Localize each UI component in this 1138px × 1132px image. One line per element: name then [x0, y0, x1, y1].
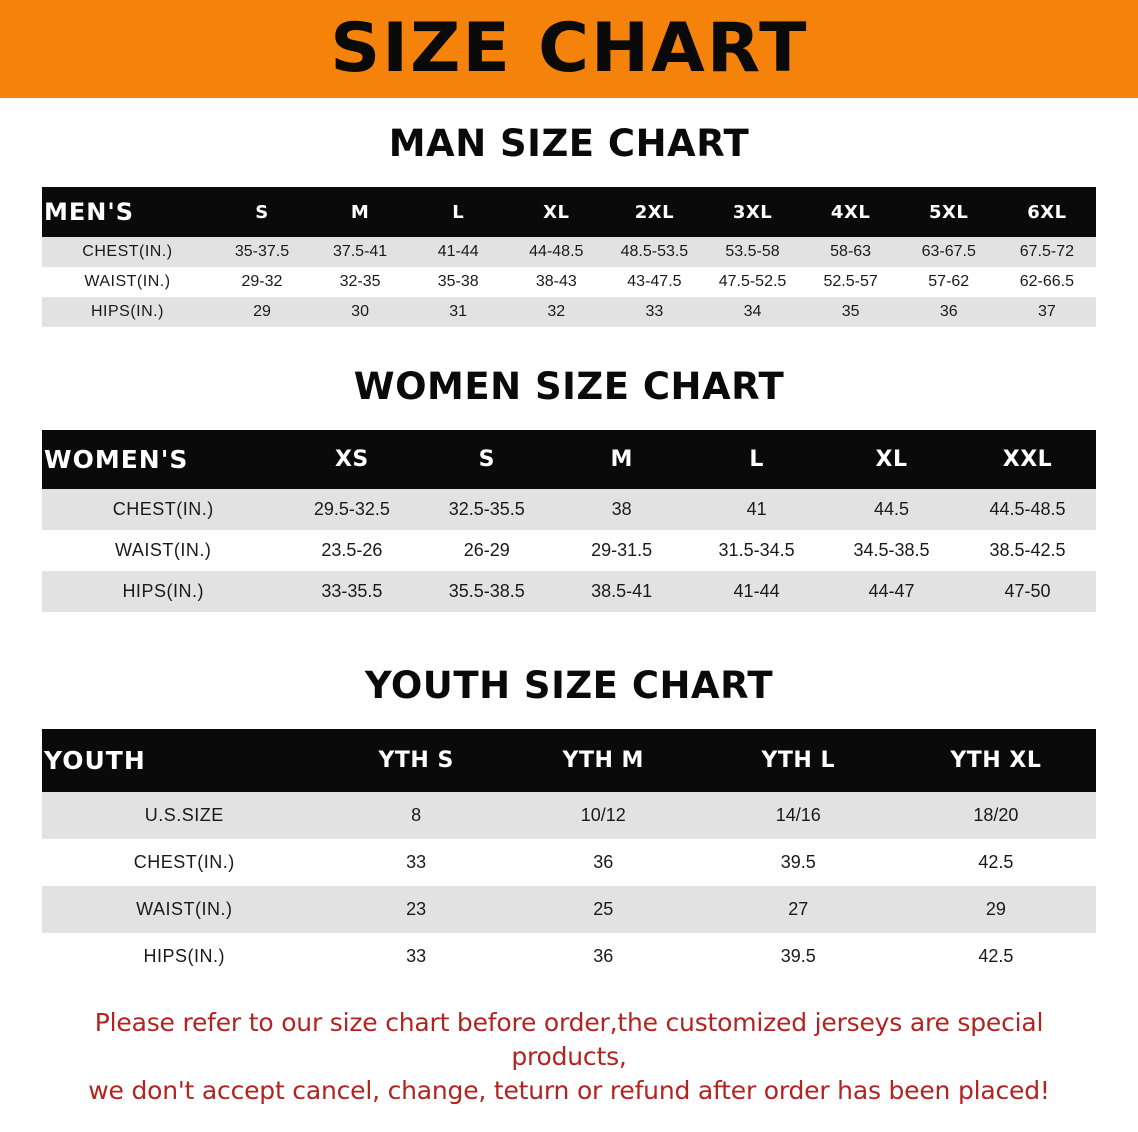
men-col-header-l: L — [409, 187, 507, 237]
women-col-header-l: L — [689, 430, 824, 489]
men-chest-5xl: 63-67.5 — [900, 237, 998, 267]
youth-ussize-xl: 18/20 — [896, 792, 1096, 839]
men-chest-4xl: 58-63 — [802, 237, 900, 267]
women-size-table — [42, 430, 1096, 612]
women-waist-xxl: 38.5-42.5 — [959, 530, 1096, 571]
table-row — [42, 886, 1096, 933]
women-col-header-xxl: XXL — [959, 430, 1096, 489]
youth-hips-s: 33 — [327, 933, 506, 980]
women-row-label-chest: CHEST(IN.) — [42, 489, 284, 530]
men-chest-l: 41-44 — [409, 237, 507, 267]
youth-hips-l: 39.5 — [701, 933, 896, 980]
men-chest-xl: 44-48.5 — [507, 237, 605, 267]
women-chest-xxl: 44.5-48.5 — [959, 489, 1096, 530]
women-waist-s: 26-29 — [419, 530, 554, 571]
women-waist-xl: 34.5-38.5 — [824, 530, 959, 571]
disclaimer-line-1: Please refer to our size chart before order,the customized jerseys are special products, — [94, 1008, 1044, 1071]
men-waist-2xl: 43-47.5 — [605, 267, 703, 297]
table-row — [42, 933, 1096, 980]
men-row-label-chest: CHEST(IN.) — [42, 237, 213, 267]
youth-col-header-s: YTH S — [327, 729, 506, 792]
youth-waist-xl: 29 — [896, 886, 1096, 933]
youth-waist-l: 27 — [701, 886, 896, 933]
disclaimer-line-2: we don't accept cancel, change, teturn or refund after order has been placed! — [88, 1075, 1050, 1105]
youth-size-table — [42, 729, 1096, 980]
men-row-label-hips: HIPS(IN.) — [42, 297, 213, 327]
page-banner — [0, 0, 1138, 98]
men-hips-2xl: 33 — [605, 297, 703, 327]
man-size-table — [42, 187, 1096, 327]
table-header-row — [42, 430, 1096, 489]
men-chest-m: 37.5-41 — [311, 237, 409, 267]
youth-chest-s: 33 — [327, 839, 506, 886]
women-hips-xxl: 47-50 — [959, 571, 1096, 612]
women-row-label-waist: WAIST(IN.) — [42, 530, 284, 571]
women-row-label-hips: HIPS(IN.) — [42, 571, 284, 612]
men-col-header-2xl: 2XL — [605, 187, 703, 237]
men-hips-5xl: 36 — [900, 297, 998, 327]
men-row-label-waist: WAIST(IN.) — [42, 267, 213, 297]
men-col-header-6xl: 6XL — [998, 187, 1096, 237]
youth-chest-l: 39.5 — [701, 839, 896, 886]
table-row — [42, 297, 1096, 327]
youth-ussize-s: 8 — [327, 792, 506, 839]
women-waist-l: 31.5-34.5 — [689, 530, 824, 571]
youth-waist-m: 25 — [506, 886, 701, 933]
youth-row-label-waist: WAIST(IN.) — [42, 886, 327, 933]
women-chest-xs: 29.5-32.5 — [284, 489, 419, 530]
youth-row-label-ussize: U.S.SIZE — [42, 792, 327, 839]
page-title: SIZE CHART — [329, 9, 809, 88]
men-col-header-4xl: 4XL — [802, 187, 900, 237]
youth-chest-xl: 42.5 — [896, 839, 1096, 886]
table-row — [42, 839, 1096, 886]
women-hips-m: 38.5-41 — [554, 571, 689, 612]
men-waist-s: 29-32 — [213, 267, 311, 297]
women-chest-m: 38 — [554, 489, 689, 530]
table-row — [42, 792, 1096, 839]
women-hips-l: 41-44 — [689, 571, 824, 612]
women-hips-xs: 33-35.5 — [284, 571, 419, 612]
men-waist-xl: 38-43 — [507, 267, 605, 297]
men-waist-5xl: 57-62 — [900, 267, 998, 297]
youth-col-header-l: YTH L — [701, 729, 896, 792]
men-hips-m: 30 — [311, 297, 409, 327]
men-col-header-3xl: 3XL — [703, 187, 801, 237]
youth-table-wrapper — [42, 729, 1096, 980]
women-hips-s: 35.5-38.5 — [419, 571, 554, 612]
men-waist-3xl: 47.5-52.5 — [703, 267, 801, 297]
men-waist-4xl: 52.5-57 — [802, 267, 900, 297]
youth-corner-header: YOUTH — [42, 729, 327, 792]
women-waist-m: 29-31.5 — [554, 530, 689, 571]
men-col-header-m: M — [311, 187, 409, 237]
youth-ussize-l: 14/16 — [701, 792, 896, 839]
men-waist-6xl: 62-66.5 — [998, 267, 1096, 297]
women-waist-xs: 23.5-26 — [284, 530, 419, 571]
men-hips-6xl: 37 — [998, 297, 1096, 327]
women-section-title: WOMEN SIZE CHART — [353, 365, 785, 408]
man-section-title: MAN SIZE CHART — [388, 122, 750, 165]
women-corner-header: WOMEN'S — [42, 430, 284, 489]
youth-section-title: YOUTH SIZE CHART — [364, 664, 774, 707]
women-col-header-m: M — [554, 430, 689, 489]
table-row — [42, 530, 1096, 571]
men-hips-3xl: 34 — [703, 297, 801, 327]
men-waist-l: 35-38 — [409, 267, 507, 297]
women-chest-xl: 44.5 — [824, 489, 959, 530]
men-hips-xl: 32 — [507, 297, 605, 327]
men-col-header-xl: XL — [507, 187, 605, 237]
youth-waist-s: 23 — [327, 886, 506, 933]
men-hips-s: 29 — [213, 297, 311, 327]
man-table-wrapper — [42, 187, 1096, 327]
youth-col-header-xl: YTH XL — [896, 729, 1096, 792]
men-hips-4xl: 35 — [802, 297, 900, 327]
men-chest-3xl: 53.5-58 — [703, 237, 801, 267]
men-chest-s: 35-37.5 — [213, 237, 311, 267]
men-col-header-5xl: 5XL — [900, 187, 998, 237]
youth-row-label-hips: HIPS(IN.) — [42, 933, 327, 980]
table-header-row — [42, 187, 1096, 237]
men-waist-m: 32-35 — [311, 267, 409, 297]
women-col-header-s: S — [419, 430, 554, 489]
men-corner-header: MEN'S — [42, 187, 213, 237]
youth-row-label-chest: CHEST(IN.) — [42, 839, 327, 886]
men-chest-6xl: 67.5-72 — [998, 237, 1096, 267]
table-row — [42, 489, 1096, 530]
table-row — [42, 571, 1096, 612]
youth-ussize-m: 10/12 — [506, 792, 701, 839]
youth-hips-xl: 42.5 — [896, 933, 1096, 980]
men-hips-l: 31 — [409, 297, 507, 327]
women-col-header-xs: XS — [284, 430, 419, 489]
women-chest-s: 32.5-35.5 — [419, 489, 554, 530]
women-chest-l: 41 — [689, 489, 824, 530]
table-row — [42, 237, 1096, 267]
youth-col-header-m: YTH M — [506, 729, 701, 792]
men-chest-2xl: 48.5-53.5 — [605, 237, 703, 267]
youth-chest-m: 36 — [506, 839, 701, 886]
women-col-header-xl: XL — [824, 430, 959, 489]
women-hips-xl: 44-47 — [824, 571, 959, 612]
women-table-wrapper — [42, 430, 1096, 612]
table-row — [42, 267, 1096, 297]
men-col-header-s: S — [213, 187, 311, 237]
table-header-row — [42, 729, 1096, 792]
disclaimer-note — [40, 1006, 1098, 1107]
youth-hips-m: 36 — [506, 933, 701, 980]
